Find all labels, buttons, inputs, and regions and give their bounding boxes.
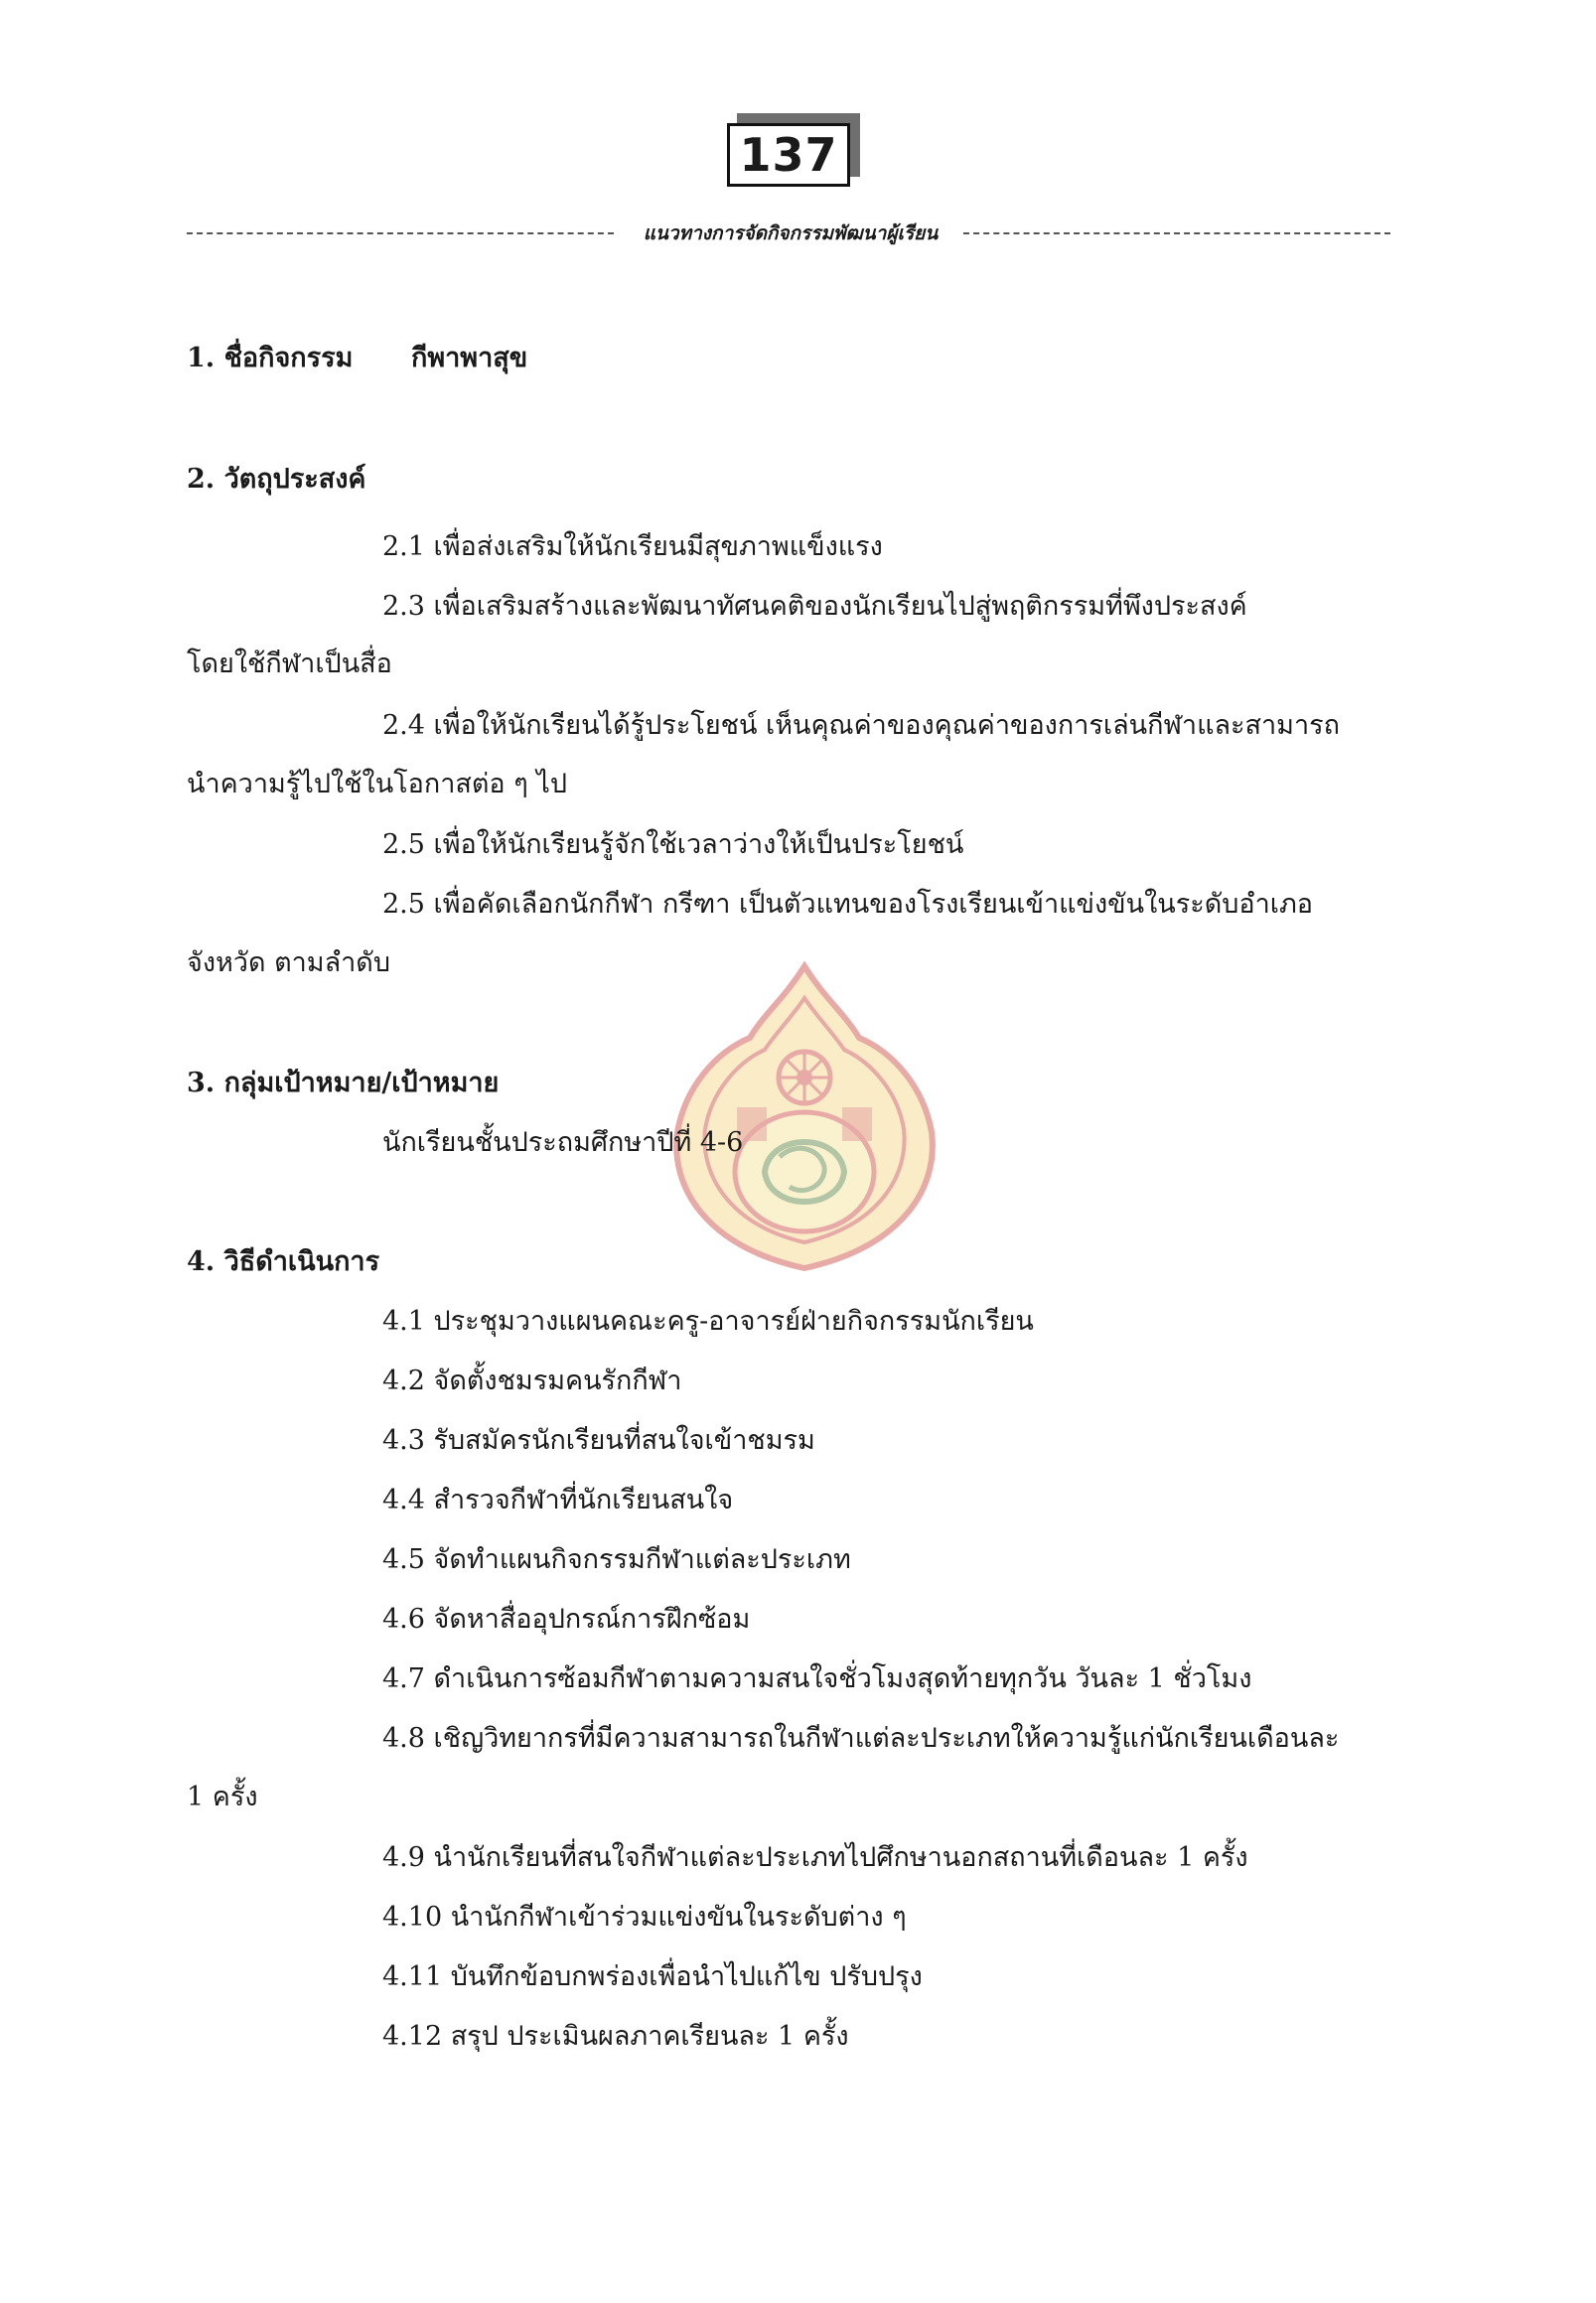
activity-name: กีพาพาสุข: [411, 343, 528, 373]
objective-item-continuation: จังหวัด ตามลำดับ: [187, 947, 390, 978]
procedure-item: 4.4 สำรวจกีฬาที่นักเรียนสนใจ: [382, 1485, 734, 1515]
procedure-item: 4.12 สรุป ประเมินผลภาคเรียนละ 1 ครั้ง: [382, 2021, 849, 2052]
target-group-text: นักเรียนชั้นประถมศึกษาปีที่ 4-6: [382, 1127, 744, 1158]
procedure-item: 4.6 จัดหาสื่ออุปกรณ์การฝึกซ้อม: [382, 1604, 751, 1635]
procedure-item: 4.11 บันทึกข้อบกพร่องเพื่อนำไปแก้ไข ปรับปรุง: [382, 1961, 923, 1992]
procedure-item: 4.2 จัดตั้งชมรมคนรักกีฬา: [382, 1366, 682, 1396]
procedure-item: 4.9 นำนักเรียนที่สนใจกีฬาแต่ละประเภทไปศึกษานอกสถานที่เดือนละ 1 ครั้ง: [382, 1842, 1248, 1873]
section1-heading: 1. ชื่อกิจกรรม: [187, 343, 354, 373]
procedure-item: 4.8 เชิญวิทยากรที่มีความสามารถในกีฬาแต่ละประเภทให้ความรู้แก่นักเรียนเดือนละ: [382, 1723, 1340, 1754]
header-rule-left: [187, 232, 614, 234]
procedure-item: 4.5 จัดทำแผนกิจกรรมกีฬาแต่ละประเภท: [382, 1544, 851, 1575]
section2-heading: 2. วัตถุประสงค์: [187, 464, 366, 495]
objective-item-continuation: นำความรู้ไปใช้ในโอกาสต่อ ๆ ไป: [187, 769, 568, 799]
procedure-item-continuation: 1 ครั้ง: [187, 1782, 258, 1812]
procedure-item: 4.3 รับสมัครนักเรียนที่สนใจเข้าชมรม: [382, 1425, 815, 1456]
section4-heading: 4. วิธีดำเนินการ: [187, 1246, 380, 1277]
objective-item: 2.3 เพื่อเสริมสร้างและพัฒนาทัศนคติของนักเรียนไปสู่พฤติกรรมที่พึงประสงค์: [382, 591, 1247, 622]
running-header-title: แนวทางการจัดกิจกรรมพัฒนาผู้เรียน: [643, 222, 939, 244]
objective-item: 2.1 เพื่อส่งเสริมให้นักเรียนมีสุขภาพแข็งแรง: [382, 531, 883, 562]
procedure-item: 4.7 ดำเนินการซ้อมกีฬาตามความสนใจชั่วโมงสุดท้ายทุกวัน วันละ 1 ชั่วโมง: [382, 1663, 1252, 1694]
page-number-text: 137: [739, 128, 838, 182]
header-rule-right: [963, 232, 1390, 234]
page-number: [727, 123, 850, 187]
procedure-item: 4.1 ประชุมวางแผนคณะครู-อาจารย์ฝ่ายกิจกรรมนักเรียน: [382, 1306, 1034, 1337]
objective-item: 2.4 เพื่อให้นักเรียนได้รู้ประโยชน์ เห็นคุณค่าของคุณค่าของการเล่นกีฬาและสามารถ: [382, 710, 1340, 741]
procedure-item: 4.10 นำนักกีฬาเข้าร่วมแข่งขันในระดับต่าง ๆ: [382, 1902, 907, 1933]
objective-item-continuation: โดยใช้กีฬาเป็นสื่อ: [187, 648, 392, 679]
section3-heading: 3. กลุ่มเป้าหมาย/เป้าหมาย: [187, 1068, 500, 1098]
school-seal-watermark-icon: [655, 958, 953, 1276]
objective-item: 2.5 เพื่อให้นักเรียนรู้จักใช้เวลาว่างให้เป็นประโยชน์: [382, 829, 964, 860]
objective-item: 2.5 เพื่อคัดเลือกนักกีฬา กรีฑา เป็นตัวแทนของโรงเรียนเข้าแข่งขันในระดับอำเภอ: [382, 889, 1314, 920]
